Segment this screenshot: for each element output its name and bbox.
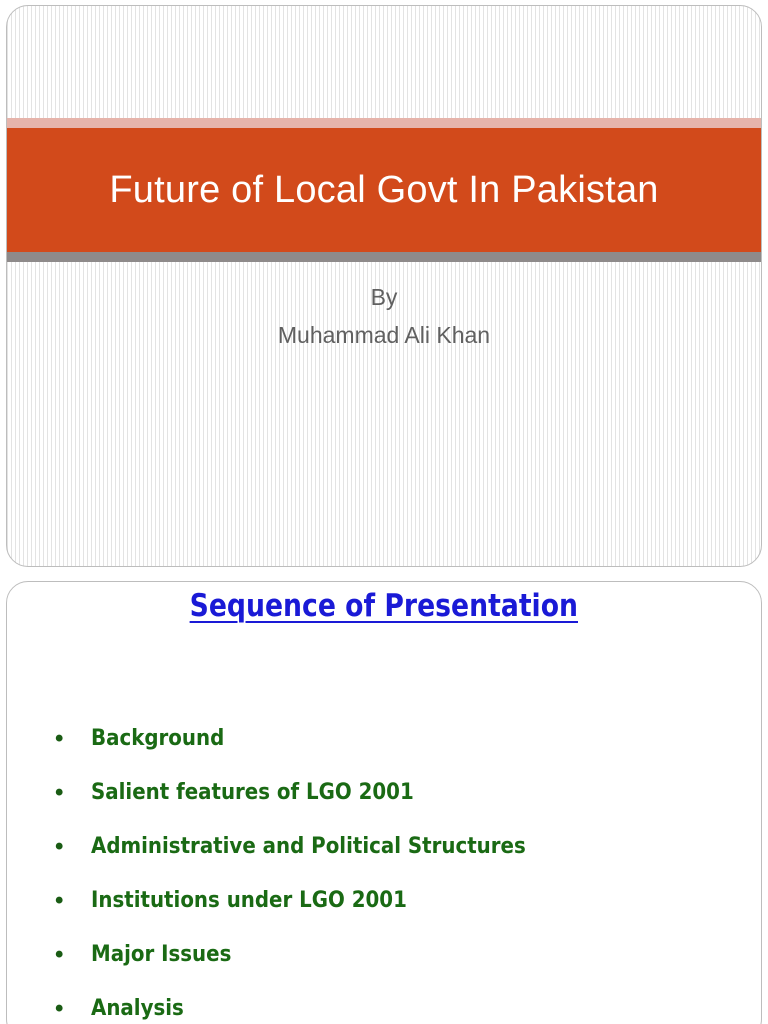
agenda-title	[7, 588, 761, 624]
slide-title: Future of Local Govt In Pakistan	[109, 168, 659, 211]
list-item	[55, 724, 574, 778]
bullet-icon: •	[55, 887, 64, 914]
list-item	[55, 886, 574, 940]
title-band-top-stripe	[7, 118, 761, 128]
list-item	[55, 778, 574, 832]
bullet-icon: •	[55, 779, 64, 806]
list-item-text: Analysis	[91, 996, 184, 1021]
title-band	[7, 128, 761, 252]
list-item-text: Background	[91, 726, 225, 751]
bullet-icon: •	[55, 941, 64, 968]
byline	[7, 278, 761, 354]
title-slide	[6, 5, 762, 567]
bullet-icon: •	[55, 995, 64, 1022]
bullet-icon: •	[55, 725, 64, 752]
list-item-text: Institutions under LGO 2001	[91, 888, 407, 913]
agenda-list	[55, 724, 574, 1024]
bullet-icon: •	[55, 833, 64, 860]
title-band-bottom-stripe	[7, 252, 761, 262]
agenda-slide	[6, 581, 762, 1024]
list-item	[55, 994, 574, 1024]
author-name: Muhammad Ali Khan	[277, 322, 491, 348]
list-item	[55, 832, 574, 886]
list-item-text: Salient features of LGO 2001	[91, 780, 414, 805]
list-item-text: Major Issues	[91, 942, 232, 967]
list-item	[55, 940, 574, 994]
list-item-text: Administrative and Political Structures	[91, 834, 526, 859]
agenda-title-text: Sequence of Presentation	[189, 588, 579, 624]
by-label: By	[370, 284, 398, 310]
